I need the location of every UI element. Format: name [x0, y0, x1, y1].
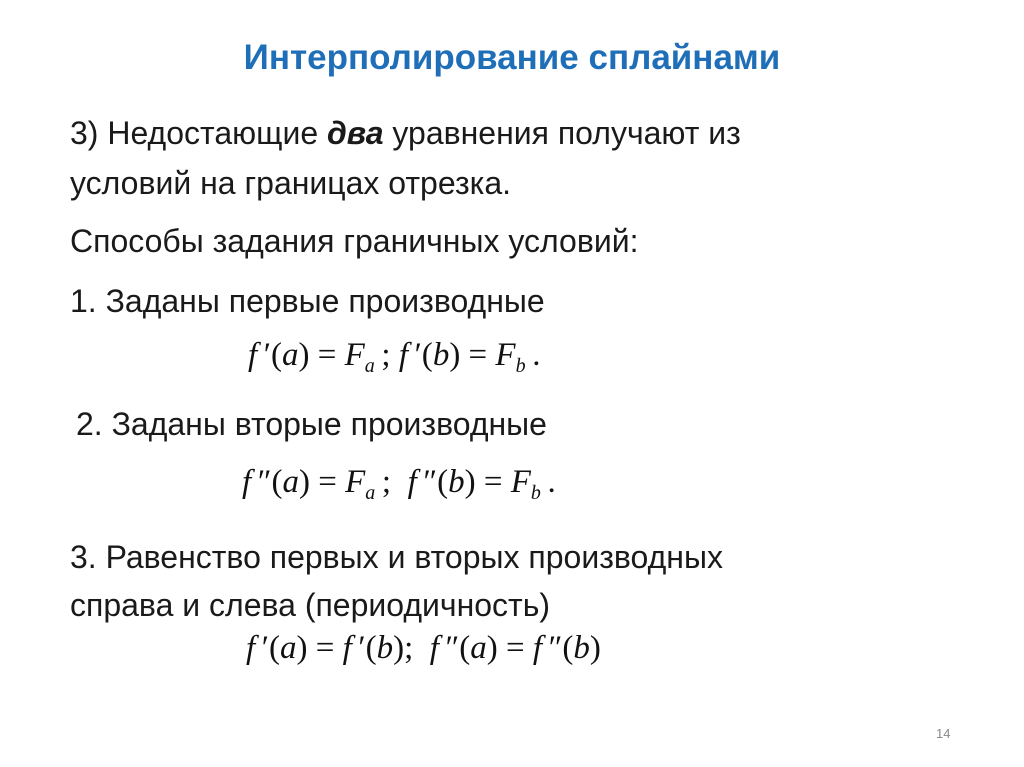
item-3-line-1: 3. Равенство первых и вторых производных [70, 539, 723, 575]
point-3-suffix: уравнения получают из [383, 115, 741, 151]
slide-title: Интерполирование сплайнами [243, 38, 781, 77]
formula-second-derivatives: f $''(a) = F_a$ ; f $''(b) = F_b$ . [242, 464, 556, 504]
formula-first-derivatives: f $'(a) = F_a$ ; f $'(b) = F_b$ . [248, 337, 541, 377]
point-3-emphasis: два [327, 115, 384, 151]
formula-periodicity: f ′(a) = f ′(b); f ″(a) = f ″(b) [246, 630, 601, 666]
item-2-text: 2. Заданы вторые производные [76, 406, 547, 442]
point-3-line-2: условий на границах отрезка. [70, 165, 511, 201]
point-3-line-1 [70, 108, 741, 158]
point-3-prefix: 3) Недостающие [70, 115, 327, 151]
page-number: 14 [936, 726, 951, 741]
item-1-text: 1. Заданы первые производные [70, 283, 545, 319]
item-3-line-2: справа и слева (периодичность) [70, 587, 551, 623]
methods-heading: Способы задания граничных условий: [70, 223, 639, 259]
